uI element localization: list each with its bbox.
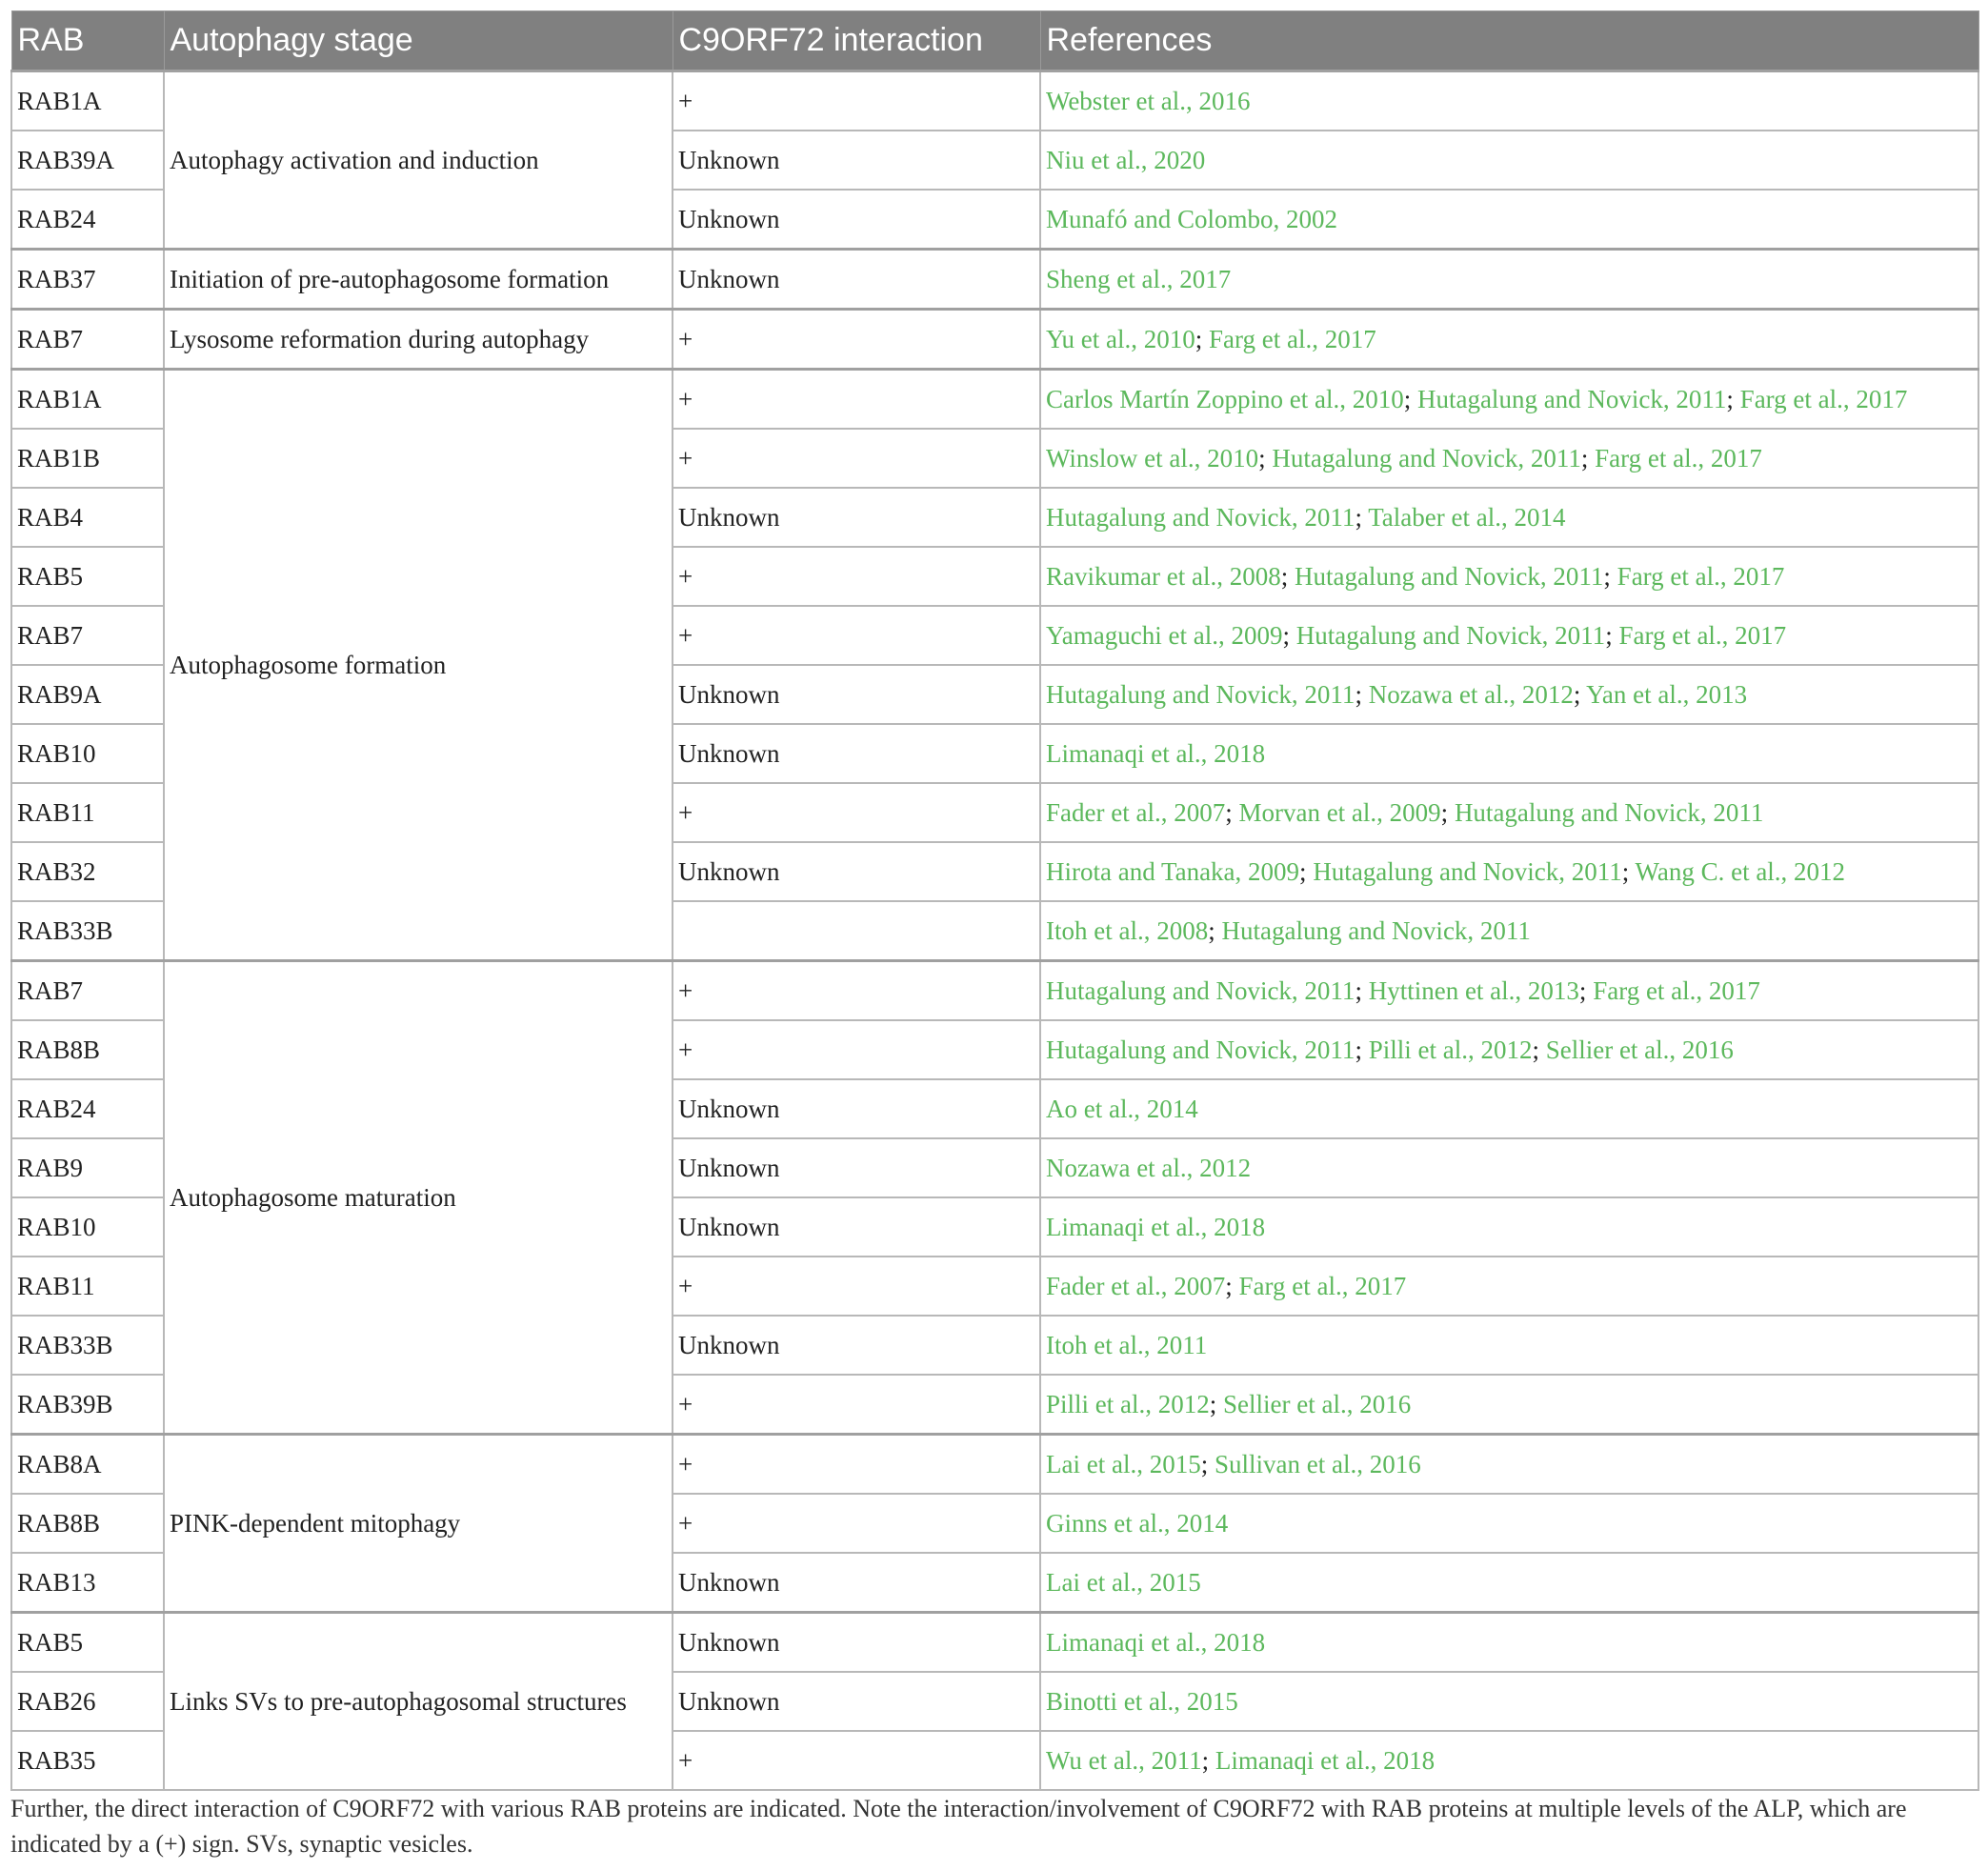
cell-rab: RAB4: [11, 488, 164, 547]
reference-link[interactable]: Hutagalung and Novick, 2011: [1046, 502, 1355, 532]
reference-separator: ;: [1201, 1745, 1215, 1775]
reference-separator: ;: [1208, 915, 1222, 945]
reference-link[interactable]: Hutagalung and Novick, 2011: [1272, 443, 1581, 473]
cell-autophagy-stage: Autophagosome maturation: [164, 961, 673, 1435]
reference-link[interactable]: Yamaguchi et al., 2009: [1046, 620, 1283, 650]
cell-rab: RAB5: [11, 547, 164, 606]
cell-references: [1040, 783, 1978, 842]
reference-link[interactable]: Talaber et al., 2014: [1368, 502, 1566, 532]
reference-link[interactable]: Nozawa et al., 2012: [1368, 679, 1574, 709]
cell-c9orf72-interaction: Unknown: [673, 1316, 1040, 1375]
table-footnote: Further, the direct interaction of C9ORF72 with various RAB proteins are indicated. Note the interaction/involvement of C9ORF72 with RAB proteins at multiple levels of the ALP, which are indicated by a (+) sign. SVs, synaptic vesicles.: [10, 1795, 1907, 1858]
cell-references: [1040, 488, 1978, 547]
cell-autophagy-stage: Lysosome reformation during autophagy: [164, 310, 673, 370]
cell-c9orf72-interaction: +: [673, 1375, 1040, 1435]
cell-rab: RAB8B: [11, 1494, 164, 1553]
cell-references: [1040, 370, 1978, 430]
reference-separator: ;: [1580, 443, 1596, 473]
reference-link[interactable]: Farg et al., 2017: [1209, 324, 1376, 353]
reference-link[interactable]: Hutagalung and Novick, 2011: [1295, 620, 1606, 650]
cell-c9orf72-interaction: Unknown: [673, 190, 1040, 250]
reference-link[interactable]: Sullivan et al., 2016: [1214, 1449, 1421, 1478]
reference-link[interactable]: Pilli et al., 2012: [1368, 1035, 1533, 1064]
cell-references: [1040, 724, 1978, 783]
cell-rab: RAB33B: [11, 901, 164, 961]
cell-rab: RAB26: [11, 1672, 164, 1731]
cell-c9orf72-interaction: +: [673, 310, 1040, 370]
reference-link[interactable]: Yan et al., 2013: [1586, 679, 1748, 709]
cell-c9orf72-interaction: +: [673, 783, 1040, 842]
cell-autophagy-stage: Initiation of pre-autophagosome formation: [164, 250, 673, 310]
reference-link[interactable]: Ravikumar et al., 2008: [1046, 561, 1281, 591]
cell-references: [1040, 901, 1978, 961]
reference-separator: ;: [1355, 1035, 1369, 1064]
table-row: [11, 370, 1978, 430]
cell-rab: RAB39A: [11, 131, 164, 190]
cell-rab: RAB11: [11, 783, 164, 842]
cell-c9orf72-interaction: +: [673, 429, 1040, 488]
reference-separator: ;: [1209, 1389, 1224, 1418]
reference-separator: ;: [1355, 975, 1369, 1005]
table-row: [11, 1435, 1978, 1495]
reference-link[interactable]: Farg et al., 2017: [1595, 443, 1762, 473]
reference-separator: ;: [1573, 679, 1587, 709]
cell-c9orf72-interaction: Unknown: [673, 842, 1040, 901]
reference-separator: ;: [1726, 384, 1740, 413]
reference-separator: ;: [1355, 502, 1369, 532]
cell-rab: RAB1A: [11, 71, 164, 131]
cell-c9orf72-interaction: +: [673, 606, 1040, 665]
reference-link[interactable]: Sellier et al., 2016: [1223, 1389, 1412, 1418]
cell-rab: RAB9A: [11, 665, 164, 724]
cell-c9orf72-interaction: Unknown: [673, 1079, 1040, 1138]
cell-references: [1040, 1731, 1978, 1790]
cell-references: [1040, 71, 1978, 131]
cell-c9orf72-interaction: +: [673, 1020, 1040, 1079]
table-row: [11, 961, 1978, 1021]
cell-c9orf72-interaction: Unknown: [673, 1672, 1040, 1731]
cell-references: [1040, 1138, 1978, 1197]
cell-c9orf72-interaction: +: [673, 1494, 1040, 1553]
table-row: [11, 71, 1978, 131]
cell-references: [1040, 1375, 1978, 1435]
reference-link[interactable]: Hirota and Tanaka, 2009: [1046, 856, 1300, 886]
reference-link[interactable]: Hyttinen et al., 2013: [1368, 975, 1579, 1005]
cell-c9orf72-interaction: Unknown: [673, 665, 1040, 724]
cell-references: [1040, 250, 1978, 310]
reference-separator: ;: [1440, 797, 1455, 827]
header-rab: RAB: [11, 11, 164, 71]
reference-link[interactable]: Sheng et al., 2017: [1046, 264, 1232, 293]
cell-c9orf72-interaction: Unknown: [673, 250, 1040, 310]
cell-references: [1040, 131, 1978, 190]
cell-rab: RAB32: [11, 842, 164, 901]
reference-link[interactable]: Farg et al., 2017: [1593, 975, 1760, 1005]
cell-rab: RAB9: [11, 1138, 164, 1197]
cell-rab: RAB24: [11, 190, 164, 250]
table-row: [11, 250, 1978, 310]
cell-rab: RAB1B: [11, 429, 164, 488]
cell-c9orf72-interaction: Unknown: [673, 131, 1040, 190]
reference-link[interactable]: Limanaqi et al., 2018: [1046, 1212, 1266, 1241]
cell-references: [1040, 1494, 1978, 1553]
header-c9orf72-interaction: C9ORF72 interaction: [673, 11, 1040, 71]
reference-separator: ;: [1355, 679, 1369, 709]
cell-rab: RAB5: [11, 1613, 164, 1673]
reference-link[interactable]: Hutagalung and Novick, 2011: [1046, 1035, 1355, 1064]
reference-separator: ;: [1258, 443, 1273, 473]
cell-references: [1040, 310, 1978, 370]
cell-rab: RAB10: [11, 1197, 164, 1257]
cell-references: [1040, 842, 1978, 901]
cell-references: [1040, 1435, 1978, 1495]
cell-rab: RAB11: [11, 1257, 164, 1316]
reference-link[interactable]: Niu et al., 2020: [1046, 145, 1206, 174]
cell-references: [1040, 190, 1978, 250]
cell-c9orf72-interaction: +: [673, 547, 1040, 606]
cell-references: [1040, 606, 1978, 665]
reference-link[interactable]: Webster et al., 2016: [1046, 86, 1251, 115]
cell-c9orf72-interaction: +: [673, 1257, 1040, 1316]
reference-link[interactable]: Hutagalung and Novick, 2011: [1454, 797, 1764, 827]
reference-link[interactable]: Limanaqi et al., 2018: [1215, 1745, 1436, 1775]
reference-link[interactable]: Winslow et al., 2010: [1046, 443, 1259, 473]
reference-link[interactable]: Fader et al., 2007: [1046, 1271, 1226, 1300]
reference-link[interactable]: Sellier et al., 2016: [1545, 1035, 1734, 1064]
cell-rab: RAB8B: [11, 1020, 164, 1079]
header-references: References: [1040, 11, 1978, 71]
reference-link[interactable]: Hutagalung and Novick, 2011: [1416, 384, 1727, 413]
cell-c9orf72-interaction: +: [673, 961, 1040, 1021]
header-autophagy-stage: Autophagy stage: [164, 11, 673, 71]
cell-rab: RAB24: [11, 1079, 164, 1138]
reference-separator: ;: [1403, 384, 1417, 413]
cell-c9orf72-interaction: +: [673, 71, 1040, 131]
cell-references: [1040, 1197, 1978, 1257]
cell-c9orf72-interaction: Unknown: [673, 1197, 1040, 1257]
reference-link[interactable]: Nozawa et al., 2012: [1046, 1153, 1252, 1182]
cell-c9orf72-interaction: Unknown: [673, 488, 1040, 547]
cell-references: [1040, 1316, 1978, 1375]
cell-rab: RAB7: [11, 961, 164, 1021]
cell-c9orf72-interaction: +: [673, 370, 1040, 430]
reference-separator: ;: [1603, 561, 1617, 591]
reference-separator: ;: [1195, 324, 1209, 353]
cell-references: [1040, 429, 1978, 488]
cell-c9orf72-interaction: Unknown: [673, 1138, 1040, 1197]
reference-separator: ;: [1225, 797, 1239, 827]
cell-c9orf72-interaction: Unknown: [673, 724, 1040, 783]
reference-link[interactable]: Binotti et al., 2015: [1046, 1686, 1238, 1716]
reference-link[interactable]: Ginns et al., 2014: [1046, 1508, 1229, 1538]
reference-separator: ;: [1605, 620, 1619, 650]
cell-rab: RAB7: [11, 606, 164, 665]
reference-separator: ;: [1532, 1035, 1546, 1064]
cell-references: [1040, 1079, 1978, 1138]
reference-link[interactable]: Itoh et al., 2011: [1046, 1330, 1208, 1359]
cell-references: [1040, 961, 1978, 1021]
reference-link[interactable]: Limanaqi et al., 2018: [1046, 1627, 1266, 1657]
reference-link[interactable]: Hutagalung and Novick, 2011: [1046, 975, 1355, 1005]
cell-rab: RAB8A: [11, 1435, 164, 1495]
cell-autophagy-stage: Links SVs to pre-autophagosomal structures: [164, 1613, 673, 1791]
cell-rab: RAB37: [11, 250, 164, 310]
cell-autophagy-stage: Autophagosome formation: [164, 370, 673, 961]
reference-link[interactable]: Hutagalung and Novick, 2011: [1046, 679, 1355, 709]
cell-references: [1040, 1020, 1978, 1079]
cell-references: [1040, 1553, 1978, 1613]
reference-link[interactable]: Pilli et al., 2012: [1046, 1389, 1210, 1418]
cell-references: [1040, 1672, 1978, 1731]
reference-link[interactable]: Limanaqi et al., 2018: [1046, 738, 1266, 768]
reference-separator: ;: [1280, 561, 1295, 591]
reference-link[interactable]: Hutagalung and Novick, 2011: [1313, 856, 1622, 886]
table-header-row: [11, 11, 1978, 71]
reference-separator: ;: [1621, 856, 1636, 886]
cell-c9orf72-interaction: [673, 901, 1040, 961]
reference-link[interactable]: Morvan et al., 2009: [1238, 797, 1441, 827]
reference-link[interactable]: Yu et al., 2010: [1046, 324, 1195, 353]
cell-autophagy-stage: PINK-dependent mitophagy: [164, 1435, 673, 1613]
reference-link[interactable]: Munafó and Colombo, 2002: [1046, 204, 1337, 233]
reference-link[interactable]: Hutagalung and Novick, 2011: [1221, 915, 1531, 945]
reference-link[interactable]: Carlos Martín Zoppino et al., 2010: [1046, 384, 1404, 413]
cell-rab: RAB33B: [11, 1316, 164, 1375]
cell-references: [1040, 665, 1978, 724]
reference-link[interactable]: Itoh et al., 2008: [1046, 915, 1209, 945]
cell-c9orf72-interaction: +: [673, 1435, 1040, 1495]
cell-c9orf72-interaction: Unknown: [673, 1613, 1040, 1673]
reference-link[interactable]: Fader et al., 2007: [1046, 797, 1226, 827]
cell-rab: RAB7: [11, 310, 164, 370]
cell-references: [1040, 1257, 1978, 1316]
cell-autophagy-stage: Autophagy activation and induction: [164, 71, 673, 250]
reference-link[interactable]: Farg et al., 2017: [1238, 1271, 1407, 1300]
cell-rab: RAB13: [11, 1553, 164, 1613]
reference-link[interactable]: Wang C. et al., 2012: [1635, 856, 1846, 886]
cell-rab: RAB35: [11, 1731, 164, 1790]
reference-separator: ;: [1282, 620, 1296, 650]
reference-link[interactable]: Ao et al., 2014: [1046, 1094, 1198, 1123]
cell-references: [1040, 547, 1978, 606]
reference-link[interactable]: Farg et al., 2017: [1739, 384, 1908, 413]
table-row: [11, 1613, 1978, 1673]
reference-link[interactable]: Farg et al., 2017: [1618, 620, 1787, 650]
cell-rab: RAB1A: [11, 370, 164, 430]
reference-separator: ;: [1225, 1271, 1239, 1300]
reference-separator: ;: [1578, 975, 1594, 1005]
reference-separator: ;: [1299, 856, 1314, 886]
cell-c9orf72-interaction: +: [673, 1731, 1040, 1790]
cell-references: [1040, 1613, 1978, 1673]
table-body: [11, 71, 1978, 1791]
reference-link[interactable]: Lai et al., 2015: [1046, 1567, 1201, 1597]
reference-separator: ;: [1200, 1449, 1215, 1478]
reference-link[interactable]: Farg et al., 2017: [1617, 561, 1785, 591]
rab-autophagy-table: [10, 10, 1979, 1791]
reference-link[interactable]: Hutagalung and Novick, 2011: [1294, 561, 1604, 591]
cell-c9orf72-interaction: Unknown: [673, 1553, 1040, 1613]
reference-link[interactable]: Wu et al., 2011: [1046, 1745, 1202, 1775]
cell-rab: RAB39B: [11, 1375, 164, 1435]
cell-rab: RAB10: [11, 724, 164, 783]
table-row: [11, 310, 1978, 370]
reference-link[interactable]: Lai et al., 2015: [1046, 1449, 1201, 1478]
